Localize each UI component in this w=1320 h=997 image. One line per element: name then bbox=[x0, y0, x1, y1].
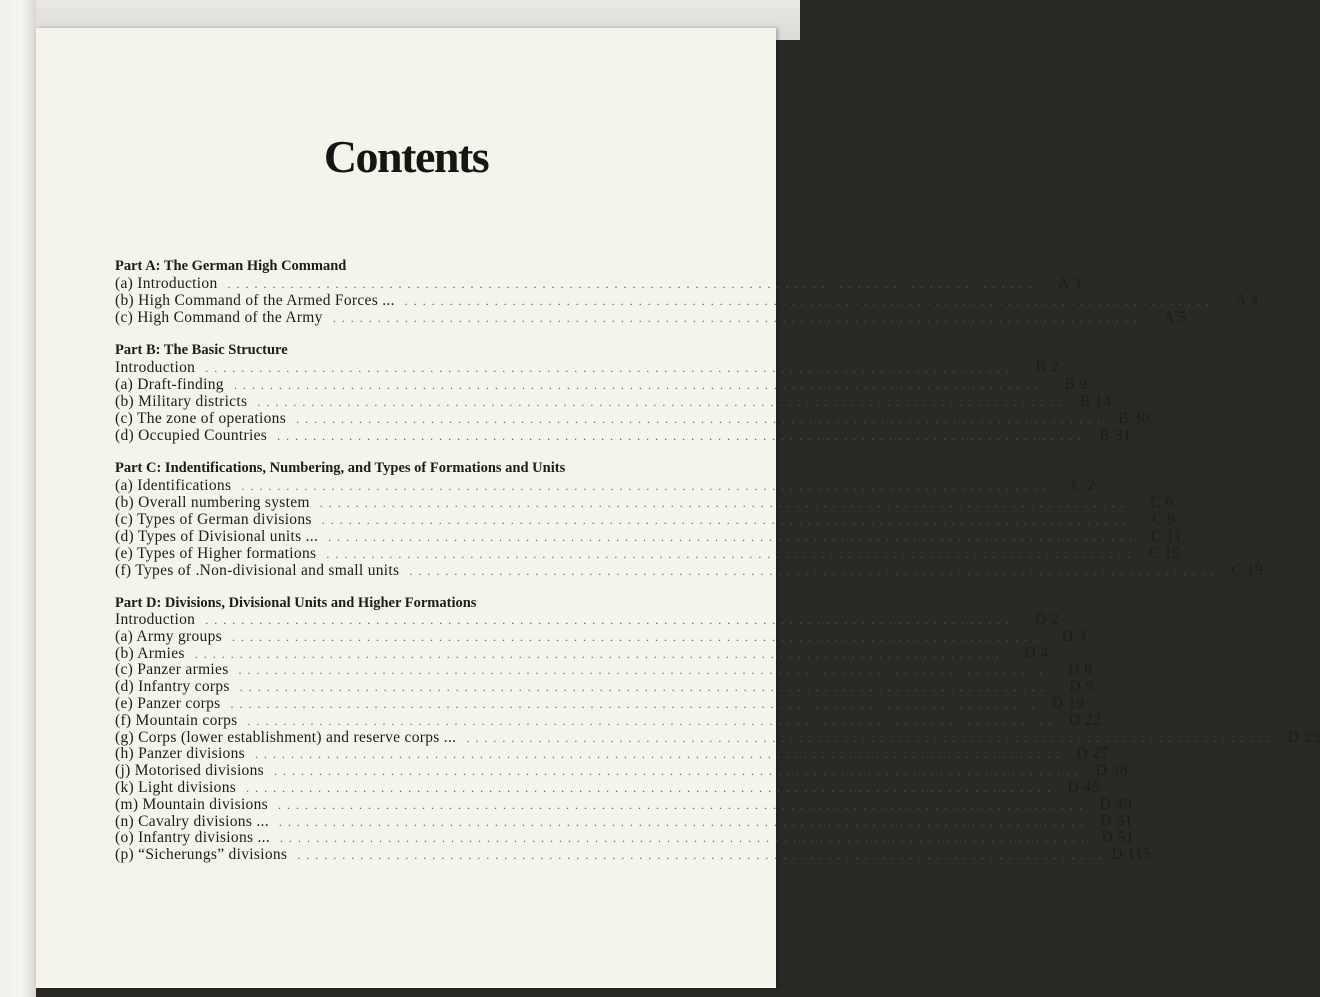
entry-label: (e) Types of Higher formations bbox=[115, 545, 317, 562]
leader-dots: .......................................................................................... bbox=[227, 277, 1038, 291]
entry-page: D 9 bbox=[1069, 678, 1094, 696]
entry-page: D 4 bbox=[1024, 644, 1049, 662]
toc-entry bbox=[115, 410, 1151, 427]
leader-dots: .......................................................................................... bbox=[233, 378, 1044, 392]
toc-entry bbox=[115, 611, 1060, 629]
toc-entry bbox=[115, 745, 1109, 763]
leader-dots: .......................................................................................... bbox=[278, 814, 1089, 829]
entry-label: (a) Draft-finding bbox=[115, 376, 224, 393]
entry-page: A 3 bbox=[1058, 275, 1082, 292]
toc-entry bbox=[115, 309, 1187, 326]
entry-page: C 6 bbox=[1150, 494, 1174, 511]
entry-page: D 45 bbox=[1067, 778, 1101, 796]
leader-dots: .......................................................................................... bbox=[297, 848, 1108, 863]
toc-entry bbox=[115, 545, 1181, 562]
entry-page: B 9 bbox=[1064, 376, 1088, 393]
leader-dots: .......................................................................................... bbox=[466, 730, 1277, 745]
entry-page: C 19 bbox=[1231, 562, 1264, 579]
entry-label: (b) Armies bbox=[115, 644, 185, 662]
toc-entry bbox=[115, 528, 1183, 545]
toc-entry bbox=[115, 762, 1128, 780]
toc-entry bbox=[115, 627, 1086, 646]
leader-dots: .......................................................................................... bbox=[332, 311, 1143, 325]
entry-label: (p) “Sicherungs” divisions bbox=[115, 846, 288, 864]
leader-dots: .......................................................................................... bbox=[231, 629, 1042, 644]
section-part-c bbox=[115, 460, 1264, 579]
entry-label: (c) High Command of the Army bbox=[115, 309, 323, 326]
entry-label: (c) Panzer armies bbox=[115, 661, 229, 679]
toc-entry bbox=[115, 511, 1176, 528]
entry-label: (c) Types of German divisions bbox=[115, 511, 312, 528]
entry-label: (f) Mountain corps bbox=[115, 711, 238, 729]
leader-dots: .......................................................................................... bbox=[321, 513, 1132, 527]
entry-page: C 2 bbox=[1071, 477, 1096, 494]
toc-entry bbox=[115, 376, 1088, 393]
toc-entry bbox=[115, 661, 1093, 679]
leader-dots: .......................................................................................... bbox=[404, 294, 1215, 308]
entry-page: B 14 bbox=[1079, 393, 1112, 410]
section-title: Part C: Indentifications, Numbering, and Types of Formations and Units bbox=[115, 460, 566, 476]
entry-label: (a) Identifications bbox=[115, 477, 232, 494]
entry-label: (h) Panzer divisions bbox=[115, 745, 245, 763]
entry-page: D 51 bbox=[1101, 829, 1135, 847]
entry-page: D 38 bbox=[1095, 762, 1128, 780]
entry-label: (b) High Command of the Armed Forces ... bbox=[115, 292, 395, 309]
leader-dots: .......................................................................................... bbox=[238, 663, 1049, 678]
leader-dots: .......................................................................................... bbox=[319, 496, 1130, 510]
section-part-b bbox=[115, 342, 1151, 444]
leader-dots: .......................................................................................... bbox=[239, 680, 1050, 695]
toc-entry bbox=[115, 778, 1101, 797]
entry-label: (m) Mountain divisions bbox=[115, 795, 268, 813]
toc-entry bbox=[115, 292, 1259, 309]
leader-dots: .......................................................................................... bbox=[280, 831, 1091, 846]
toc-entry bbox=[115, 678, 1094, 696]
entry-label: (d) Infantry corps bbox=[115, 678, 230, 696]
entry-label: (d) Types of Divisional units ... bbox=[115, 528, 319, 545]
leader-dots: .......................................................................................... bbox=[247, 713, 1058, 728]
leader-dots: .......................................................................................... bbox=[326, 547, 1137, 561]
entry-page: B 30 bbox=[1118, 410, 1151, 427]
toc-entry bbox=[115, 829, 1135, 847]
entry-page: B 31 bbox=[1099, 427, 1132, 444]
entry-label: Introduction bbox=[115, 611, 196, 628]
entry-label: (c) The zone of operations bbox=[115, 410, 287, 427]
entry-label: (b) Military districts bbox=[115, 393, 248, 410]
entry-label: Introduction bbox=[115, 359, 196, 376]
leader-dots: .......................................................................................... bbox=[205, 613, 1016, 627]
toc-entry bbox=[115, 694, 1085, 713]
toc-entry bbox=[115, 795, 1132, 814]
entry-label: (a) Introduction bbox=[115, 275, 218, 292]
book-spine-edge bbox=[0, 0, 36, 997]
entry-page: D 2 bbox=[1034, 611, 1060, 628]
entry-label: (n) Cavalry divisions ... bbox=[115, 812, 269, 830]
toc-entry bbox=[115, 562, 1264, 579]
entry-page: D 19 bbox=[1051, 694, 1085, 712]
entry-label: (e) Panzer corps bbox=[115, 694, 221, 712]
leader-dots: .......................................................................................... bbox=[194, 646, 1005, 661]
entry-label: (a) Army groups bbox=[115, 627, 222, 645]
toc-entry bbox=[115, 846, 1152, 864]
leader-dots: .......................................................................................... bbox=[296, 412, 1107, 426]
entry-page: D 51 bbox=[1100, 812, 1133, 830]
entry-page: B 2 bbox=[1035, 359, 1060, 376]
leader-dots: .......................................................................................... bbox=[277, 429, 1088, 443]
entry-page: D 22 bbox=[1068, 711, 1102, 729]
page-title: Contents bbox=[323, 131, 489, 182]
entry-page: D 115 bbox=[1111, 846, 1152, 864]
entry-page: A 5 bbox=[1163, 309, 1187, 326]
toc-entry bbox=[115, 427, 1132, 444]
section-part-a bbox=[115, 258, 1259, 326]
entry-page: C 15 bbox=[1148, 545, 1181, 562]
leader-dots: .......................................................................................... bbox=[328, 530, 1139, 544]
leader-dots: .......................................................................................... bbox=[246, 780, 1057, 795]
leader-dots: .......................................................................................... bbox=[257, 395, 1068, 409]
leader-dots: .......................................................................................... bbox=[254, 747, 1065, 762]
entry-page: D 3 bbox=[1061, 627, 1086, 645]
leader-dots: .......................................................................................... bbox=[273, 764, 1084, 779]
entry-label: (b) Overall numbering system bbox=[115, 494, 310, 511]
entry-page: D 48 bbox=[1099, 795, 1132, 813]
entry-label: (o) Infantry divisions ... bbox=[115, 829, 271, 847]
leader-dots: .......................................................................................... bbox=[230, 696, 1041, 711]
entry-page: D 23 bbox=[1287, 728, 1320, 746]
toc-entry bbox=[115, 812, 1133, 831]
entry-page: C 9 bbox=[1152, 511, 1176, 528]
toc-entry bbox=[115, 644, 1049, 663]
toc-entry bbox=[115, 275, 1082, 292]
entry-page: D 27 bbox=[1076, 745, 1109, 763]
toc-entry bbox=[115, 359, 1060, 376]
toc-entry bbox=[115, 728, 1320, 747]
leader-dots: .......................................................................................... bbox=[241, 479, 1052, 493]
entry-label: (d) Occupied Countries bbox=[115, 427, 268, 444]
leader-dots: .......................................................................................... bbox=[278, 797, 1088, 812]
toc-entry bbox=[115, 711, 1102, 730]
section-title: Part D: Divisions, Divisional Units and Higher Formations bbox=[115, 595, 477, 611]
toc-entry bbox=[115, 477, 1096, 494]
entry-page: C 11 bbox=[1151, 528, 1183, 545]
section-title: Part B: The Basic Structure bbox=[115, 342, 288, 358]
entry-page: A 4 bbox=[1235, 292, 1259, 309]
section-title: Part A: The German High Command bbox=[115, 258, 347, 274]
book-page bbox=[36, 28, 1320, 988]
entry-label: (k) Light divisions bbox=[115, 778, 237, 796]
contents-list bbox=[115, 258, 1320, 880]
leader-dots: .......................................................................................... bbox=[409, 564, 1220, 578]
section-part-d bbox=[115, 595, 1320, 864]
entry-page: D 8 bbox=[1068, 661, 1093, 679]
entry-label: (g) Corps (lower establishment) and reserve corps ... bbox=[115, 728, 457, 746]
entry-label: (f) Types of .Non-divisional and small units bbox=[115, 562, 400, 579]
leader-dots: .......................................................................................... bbox=[205, 361, 1016, 375]
entry-label: (j) Motorised divisions bbox=[115, 762, 264, 780]
toc-entry bbox=[115, 494, 1174, 511]
toc-entry bbox=[115, 393, 1112, 410]
